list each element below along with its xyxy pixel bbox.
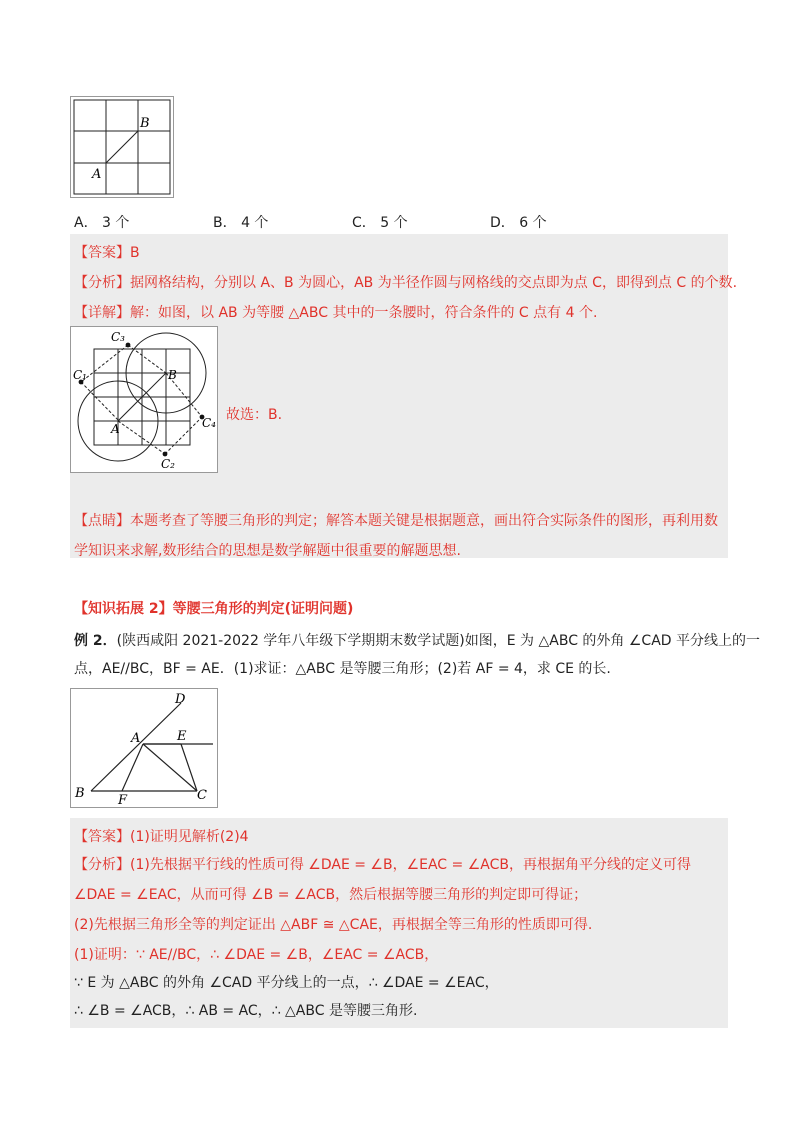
answer-1: 【答案】B	[74, 245, 140, 261]
circles-figure	[70, 326, 218, 473]
example-line-2: 点，AE//BC，BF = AE．(1)求证：△ABC 是等腰三角形；(2)若 AF = 4，求 CE 的长.	[74, 661, 611, 677]
grid-diagram	[71, 97, 173, 197]
label-b: B	[168, 368, 177, 382]
proof-line-3: ∴ ∠B = ∠ACB，∴ AB = AC，∴ △ABC 是等腰三角形.	[74, 1003, 418, 1019]
triangle-figure	[70, 688, 218, 808]
analysis-2-line-3: (2)先根据三角形全等的判定证出 △ABF ≅ △CAE，再根据全等三角形的性质即可得.	[74, 917, 593, 933]
choose-text: 故选：B.	[226, 407, 283, 423]
label-c1: C₁	[73, 368, 87, 382]
label-e: E	[177, 729, 187, 744]
label-f: F	[118, 793, 128, 807]
label-b: B	[140, 116, 150, 131]
proof-line-1: (1)证明：∵ AE//BC，∴ ∠DAE = ∠B，∠EAC = ∠ACB，	[74, 947, 439, 963]
label-b: B	[75, 786, 85, 801]
label-a: A	[92, 167, 102, 182]
analysis-1: 【分析】据网格结构，分别以 A、B 为圆心，AB 为半径作圆与网格线的交点即为点 C，即得到点 C 的个数.	[74, 275, 738, 291]
comment-1-line-1: 【点睛】本题考查了等腰三角形的判定；解答本题关键是根据题意，画出符合实际条件的图形，再利用数	[74, 513, 718, 529]
analysis-2-line-2: ∠DAE = ∠EAC，从而可得 ∠B = ∠ACB，然后根据等腰三角形的判定即可得证；	[74, 887, 588, 903]
option-d: D． 6 个	[490, 215, 547, 231]
triangle-diagram	[71, 689, 217, 807]
comment-1-line-2: 学知识来求解,数形结合的思想是数学解题中很重要的解题思想.	[74, 543, 461, 559]
analysis-2-line-1: 【分析】(1)先根据平行线的性质可得 ∠DAE = ∠B，∠EAC = ∠ACB，再根据角平分线的定义可得	[74, 857, 691, 873]
circles-diagram	[71, 327, 217, 472]
option-a: A． 3 个	[74, 215, 130, 231]
label-c: C	[197, 788, 207, 803]
option-b: B． 4 个	[213, 215, 269, 231]
option-c: C． 5 个	[352, 215, 408, 231]
label-c2: C₂	[161, 457, 175, 471]
proof-line-2: ∵ E 为 △ABC 的外角 ∠CAD 平分线上的一点，∴ ∠DAE = ∠EAC，	[74, 975, 499, 991]
label-c3: C₃	[111, 330, 125, 344]
label-d: D	[175, 692, 186, 707]
example-line-1: 例 2．(陕西咸阳 2021-2022 学年八年级下学期期末数学试题)如图，E 为 △ABC 的外角 ∠CAD 平分线上的一	[74, 633, 761, 649]
answer-2: 【答案】(1)证明见解析(2)4	[74, 829, 249, 845]
label-c4: C₄	[202, 416, 216, 430]
label-a: A	[131, 731, 141, 746]
label-a: A	[111, 422, 120, 436]
section-heading: 【知识拓展 2】等腰三角形的判定(证明问题)	[74, 601, 354, 617]
detail-1: 【详解】解：如图，以 AB 为等腰 △ABC 其中的一条腰时，符合条件的 C 点有 4 个.	[74, 305, 598, 321]
grid-figure	[70, 96, 174, 198]
